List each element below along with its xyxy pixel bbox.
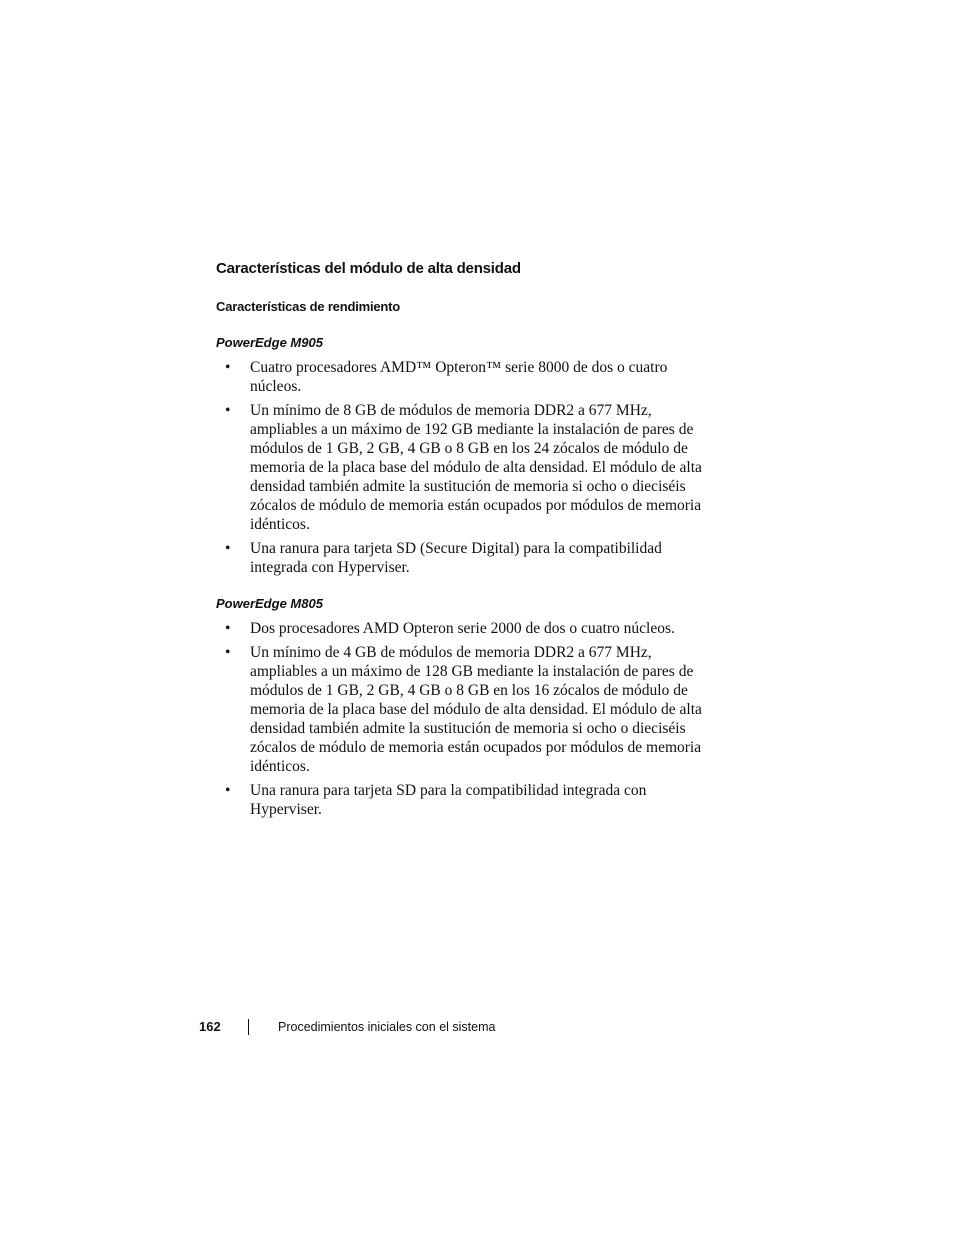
list-item [216, 643, 716, 776]
bullet-icon: • [225, 644, 231, 661]
feature-list-m805 [216, 619, 716, 824]
feature-list-m905 [216, 358, 716, 582]
list-item-text: Un mínimo de 4 GB de módulos de memoria DDR2 a 677 MHz, ampliables a un máximo de 128 GB mediante la instalación de pares de módulos de 1 GB, 2 GB, 4 GB o 8 GB en los 16 zócalos de módulo de memoria de la placa base del módulo de alta densidad. El módulo de alta densidad también admite la sustitución de memoria si ocho o dieciséis zócalos de módulo de memoria están ocupados por módulos de memoria idénticos. [250, 644, 702, 775]
footer-divider [248, 1019, 249, 1035]
bullet-icon: • [225, 402, 231, 419]
bullet-icon: • [225, 359, 231, 376]
list-item-text: Dos procesadores AMD Opteron serie 2000 de dos o cuatro núcleos. [250, 620, 675, 637]
list-item [216, 539, 716, 577]
bullet-icon: • [225, 620, 231, 637]
list-item [216, 358, 716, 396]
model-heading-m905: PowerEdge M905 [216, 335, 323, 350]
list-item-text: Un mínimo de 8 GB de módulos de memoria DDR2 a 677 MHz, ampliables a un máximo de 192 GB mediante la instalación de pares de módulos de 1 GB, 2 GB, 4 GB o 8 GB en los 24 zócalos de módulo de memoria de la placa base del módulo de alta densidad. El módulo de alta densidad también admite la sustitución de memoria si ocho o dieciséis zócalos de módulo de memoria están ocupados por módulos de memoria idénticos. [250, 402, 702, 533]
list-item-text: Una ranura para tarjeta SD (Secure Digital) para la compatibilidad integrada con Hyperviser. [250, 540, 662, 576]
section-title: Características del módulo de alta densidad [216, 260, 521, 277]
bullet-icon: • [225, 782, 231, 799]
model-heading-m805: PowerEdge M805 [216, 596, 323, 611]
bullet-icon: • [225, 540, 231, 557]
section-subtitle: Características de rendimiento [216, 299, 401, 314]
list-item-text: Cuatro procesadores AMD™ Opteron™ serie 8000 de dos o cuatro núcleos. [250, 359, 668, 395]
list-item [216, 781, 716, 819]
list-item [216, 401, 716, 534]
page-number: 162 [199, 1019, 221, 1034]
list-item [216, 619, 716, 638]
list-item-text: Una ranura para tarjeta SD para la compatibilidad integrada con Hyperviser. [250, 782, 647, 818]
footer-chapter-title: Procedimientos iniciales con el sistema [278, 1020, 496, 1034]
